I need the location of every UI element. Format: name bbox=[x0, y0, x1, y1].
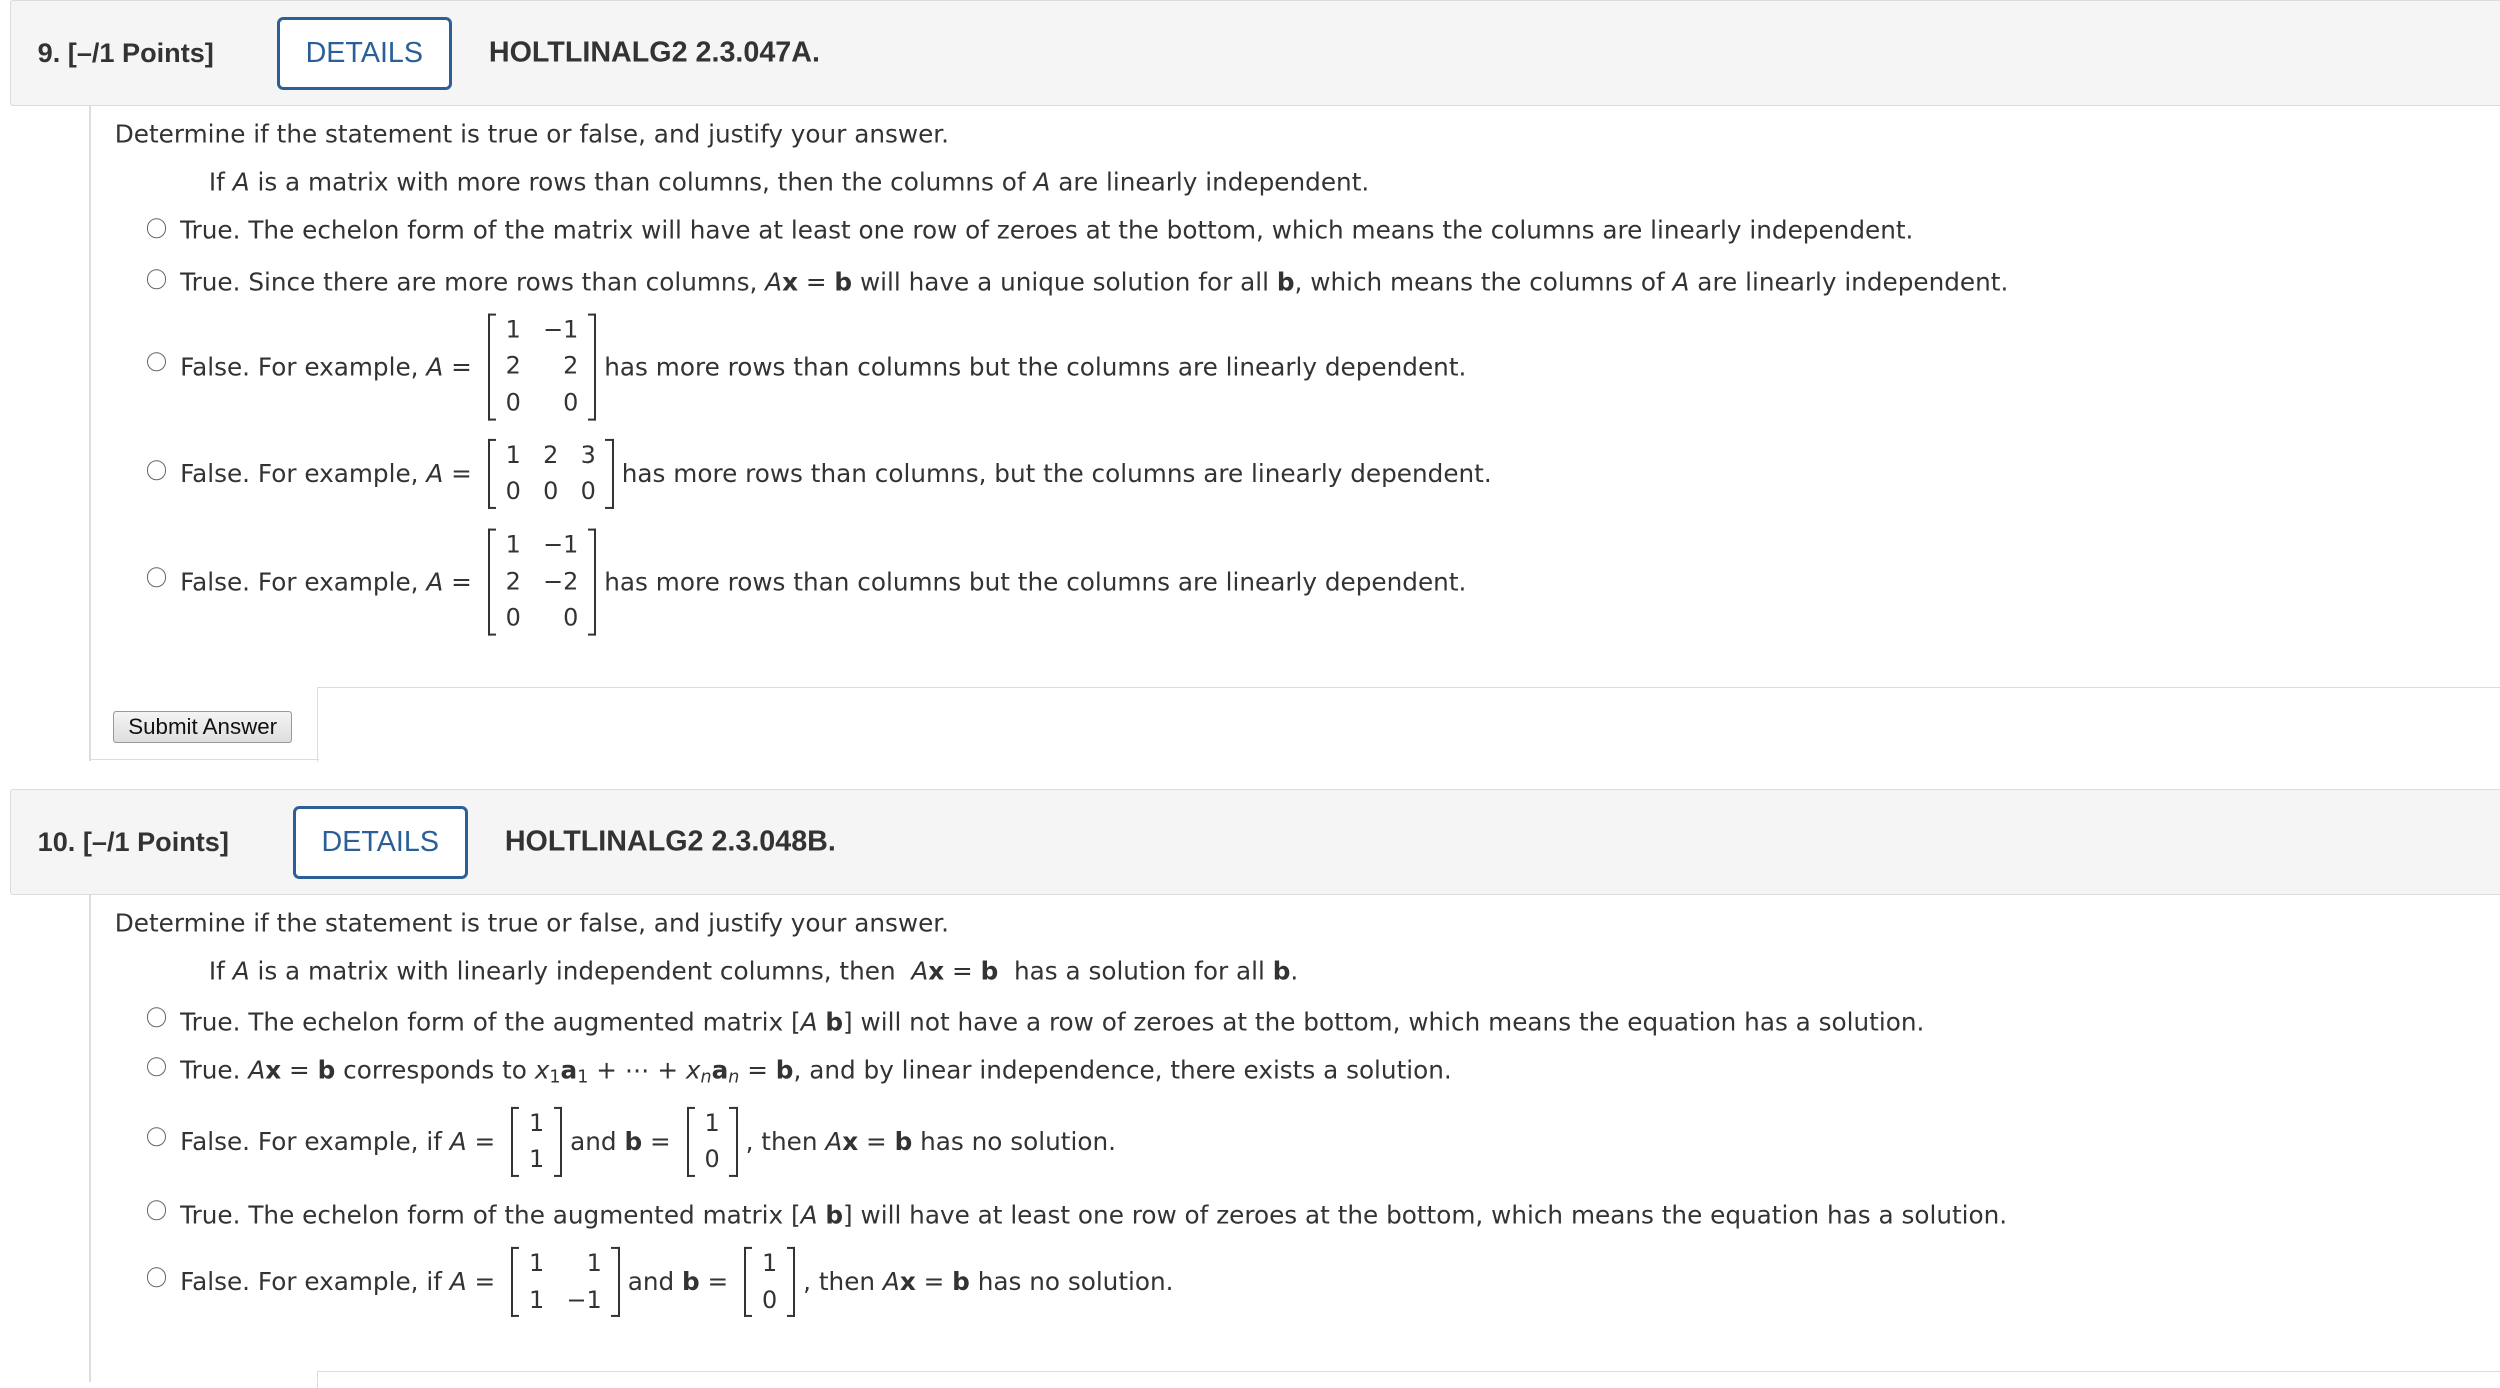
matrix-entry: 1 bbox=[529, 1285, 545, 1314]
text-segment: True. The echelon form of the augmented matrix [ bbox=[180, 1200, 801, 1230]
matrix bbox=[744, 1247, 795, 1317]
bold-vector: a bbox=[711, 1055, 729, 1085]
text-segment: = bbox=[944, 956, 981, 986]
question-number-points bbox=[38, 37, 214, 69]
points-label: [–/1 Points] bbox=[67, 36, 214, 68]
bold-vector: b bbox=[980, 956, 999, 986]
matrix bbox=[511, 1247, 620, 1317]
matrix bbox=[488, 313, 597, 420]
answer-radio[interactable] bbox=[147, 1267, 167, 1287]
matrix-entry: 1 bbox=[529, 1145, 545, 1174]
answer-radio[interactable] bbox=[147, 218, 167, 238]
matrix-cells bbox=[496, 313, 588, 420]
italic-symbol: A bbox=[825, 1127, 843, 1157]
matrix-cells bbox=[496, 529, 588, 636]
matrix-cells bbox=[752, 1247, 786, 1317]
matrix-cells bbox=[695, 1107, 729, 1177]
text-segment: True. Since there are more rows than columns, bbox=[180, 267, 766, 297]
italic-symbol: A bbox=[232, 956, 250, 986]
text-segment: . bbox=[1290, 956, 1299, 986]
text-segment: is a matrix with linearly independent columns, then bbox=[249, 956, 912, 986]
matrix-entry: 1 bbox=[704, 1108, 720, 1137]
matrix bbox=[511, 1107, 562, 1177]
matrix-entry: 1 bbox=[529, 1248, 545, 1277]
text-segment: , which means the columns of bbox=[1294, 267, 1673, 297]
text-segment: and bbox=[627, 1267, 683, 1297]
matrix-entry: 0 bbox=[505, 477, 521, 506]
subscript: 1 bbox=[549, 1067, 561, 1088]
text-segment: are linearly independent. bbox=[1050, 167, 1370, 197]
details-button[interactable]: DETAILS bbox=[277, 17, 452, 90]
submit-area-frame bbox=[317, 687, 2500, 761]
text-segment: are linearly independent. bbox=[1689, 267, 2009, 297]
bold-vector: b bbox=[952, 1267, 970, 1297]
answer-radio[interactable] bbox=[147, 352, 167, 372]
matrix-entry: 2 bbox=[563, 351, 579, 380]
question-prompt: Determine if the statement is true or false, and justify your answer. bbox=[114, 908, 950, 938]
italic-symbol: x bbox=[534, 1055, 550, 1085]
bold-vector: x bbox=[842, 1127, 859, 1157]
question-9-left-border bbox=[89, 105, 91, 760]
matrix-cells bbox=[519, 1247, 611, 1317]
answer-radio[interactable] bbox=[147, 1200, 167, 1220]
question-10-left-border bbox=[89, 894, 91, 1382]
answer-option-label[interactable] bbox=[180, 313, 1466, 420]
text-segment: = bbox=[466, 1127, 504, 1157]
answer-option-label[interactable] bbox=[180, 1200, 2007, 1229]
matrix-entry: −2 bbox=[543, 567, 579, 596]
matrix-entry: 2 bbox=[543, 440, 559, 469]
matrix-entry: 0 bbox=[580, 477, 596, 506]
question-statement bbox=[209, 956, 1298, 985]
italic-symbol: A bbox=[882, 1267, 900, 1297]
bold-vector: x bbox=[782, 267, 799, 297]
text-segment: ] will have at least one row of zeroes at the bottom, which means the equation has a solution. bbox=[843, 1200, 2008, 1230]
italic-symbol: A bbox=[1672, 267, 1690, 297]
matrix-entry: 1 bbox=[505, 440, 521, 469]
italic-symbol: A bbox=[800, 1007, 818, 1037]
matrix bbox=[488, 529, 597, 636]
answer-option-label[interactable] bbox=[180, 1008, 1924, 1037]
matrix bbox=[488, 438, 614, 508]
matrix-entry: 0 bbox=[563, 388, 579, 417]
left-bracket bbox=[488, 438, 496, 508]
answer-radio[interactable] bbox=[147, 461, 167, 481]
text-segment: has no solution. bbox=[912, 1127, 1116, 1157]
text-segment bbox=[818, 1008, 826, 1037]
bold-vector: x bbox=[899, 1267, 916, 1297]
left-bracket bbox=[488, 529, 496, 636]
text-segment: = bbox=[858, 1127, 895, 1157]
matrix-entry: 0 bbox=[704, 1145, 720, 1174]
bold-vector: b bbox=[1272, 956, 1291, 986]
italic-symbol: A bbox=[426, 459, 444, 489]
text-segment: + ⋯ + bbox=[588, 1055, 686, 1085]
bold-vector: b bbox=[682, 1267, 700, 1297]
subscript: n bbox=[728, 1067, 740, 1088]
question-statement bbox=[209, 167, 1369, 196]
right-bracket bbox=[588, 313, 596, 420]
bold-vector: x bbox=[928, 956, 945, 986]
question-9-header bbox=[10, 0, 2500, 106]
answer-option-label[interactable] bbox=[180, 438, 1492, 508]
answer-option-label[interactable] bbox=[180, 529, 1466, 636]
matrix-entry: 0 bbox=[505, 603, 521, 632]
matrix-cells bbox=[519, 1107, 553, 1177]
answer-radio[interactable] bbox=[147, 567, 167, 587]
text-segment: and bbox=[570, 1127, 625, 1157]
text-segment: has more rows than columns but the columns are linearly dependent. bbox=[604, 352, 1467, 382]
text-segment: = bbox=[443, 352, 480, 382]
bold-vector: b bbox=[317, 1055, 336, 1085]
matrix-entry: 3 bbox=[580, 440, 596, 469]
bold-vector: b bbox=[624, 1127, 643, 1157]
left-bracket bbox=[511, 1107, 519, 1177]
text-segment: has a solution for all bbox=[998, 956, 1273, 986]
text-segment: has more rows than columns but the columns are linearly dependent. bbox=[604, 567, 1467, 597]
right-bracket bbox=[554, 1107, 562, 1177]
text-segment: = bbox=[466, 1267, 504, 1297]
text-segment: , then bbox=[803, 1267, 883, 1297]
question-code: HOLTLINALG2 2.3.048B. bbox=[504, 825, 836, 858]
matrix-entry: −1 bbox=[566, 1285, 602, 1314]
italic-symbol: A bbox=[248, 1055, 266, 1085]
text-segment: True. bbox=[180, 1055, 249, 1085]
matrix-entry: 0 bbox=[505, 388, 521, 417]
left-bracket bbox=[511, 1247, 519, 1317]
answer-radio[interactable] bbox=[147, 269, 167, 289]
italic-symbol: A bbox=[232, 167, 250, 197]
bold-vector: b bbox=[1276, 267, 1295, 297]
matrix-entry: 0 bbox=[563, 603, 579, 632]
italic-symbol: A bbox=[426, 567, 444, 597]
details-button[interactable]: DETAILS bbox=[293, 806, 468, 879]
right-bracket bbox=[605, 438, 613, 508]
right-bracket bbox=[588, 529, 596, 636]
matrix-entry: 1 bbox=[762, 1248, 778, 1277]
bold-vector: b bbox=[825, 1200, 844, 1230]
answer-option-label[interactable] bbox=[180, 215, 1913, 244]
right-bracket bbox=[787, 1247, 795, 1317]
text-segment: If bbox=[208, 167, 233, 197]
text-segment: will have a unique solution for all bbox=[852, 267, 1277, 297]
italic-symbol: A bbox=[1033, 167, 1051, 197]
answer-radio[interactable] bbox=[147, 1057, 167, 1077]
text-segment: = bbox=[642, 1127, 679, 1157]
text-segment bbox=[818, 1200, 826, 1229]
text-segment: = bbox=[798, 267, 835, 297]
question-prompt: Determine if the statement is true or false, and justify your answer. bbox=[114, 119, 950, 149]
bold-vector: a bbox=[560, 1055, 578, 1085]
matrix-entry: 0 bbox=[543, 477, 559, 506]
text-segment: If bbox=[208, 956, 233, 986]
matrix-entry: 1 bbox=[529, 1108, 545, 1137]
left-bracket bbox=[744, 1247, 752, 1317]
subscript: n bbox=[700, 1067, 712, 1088]
question-number: 10. bbox=[37, 826, 76, 858]
italic-symbol: A bbox=[911, 956, 929, 986]
question-number-points bbox=[38, 826, 229, 858]
right-bracket bbox=[729, 1107, 737, 1177]
text-segment: False. For example, if bbox=[180, 1127, 450, 1157]
answer-option-label[interactable] bbox=[180, 1247, 1173, 1317]
text-segment: = bbox=[739, 1055, 776, 1085]
matrix-entry: 2 bbox=[505, 351, 521, 380]
text-segment: has no solution. bbox=[969, 1267, 1174, 1297]
italic-symbol: A bbox=[765, 267, 783, 297]
text-segment: False. For example, bbox=[180, 567, 427, 597]
question-number: 9. bbox=[37, 36, 61, 68]
bold-vector: b bbox=[825, 1007, 844, 1037]
bold-vector: b bbox=[834, 267, 853, 297]
text-segment: , then bbox=[745, 1127, 826, 1157]
text-segment: False. For example, bbox=[180, 459, 427, 489]
text-segment: = bbox=[443, 567, 480, 597]
italic-symbol: A bbox=[800, 1200, 818, 1230]
left-bracket bbox=[488, 313, 496, 420]
bold-vector: b bbox=[775, 1055, 794, 1085]
answer-option-label[interactable] bbox=[180, 1107, 1116, 1177]
matrix-entry: 1 bbox=[586, 1248, 602, 1277]
italic-symbol: A bbox=[426, 352, 444, 382]
submit-answer-button[interactable]: Submit Answer bbox=[113, 711, 292, 743]
text-segment: is a matrix with more rows than columns, then the columns of bbox=[249, 167, 1034, 197]
matrix-entry: 1 bbox=[505, 315, 521, 344]
matrix-cells bbox=[496, 438, 605, 508]
answer-option-label[interactable] bbox=[180, 1055, 1452, 1088]
text-segment: = bbox=[443, 459, 480, 489]
text-segment: ] will not have a row of zeroes at the bottom, which means the equation has a solution. bbox=[843, 1007, 1925, 1037]
matrix-entry: 2 bbox=[505, 567, 521, 596]
text-segment: has more rows than columns, but the columns are linearly dependent. bbox=[621, 459, 1492, 489]
matrix bbox=[687, 1107, 738, 1177]
text-segment: corresponds to bbox=[335, 1055, 535, 1085]
subscript: 1 bbox=[577, 1067, 589, 1088]
points-label: [–/1 Points] bbox=[82, 826, 229, 858]
right-bracket bbox=[611, 1247, 619, 1317]
text-segment: , and by linear independence, there exists a solution. bbox=[793, 1055, 1452, 1085]
matrix-entry: −1 bbox=[543, 530, 579, 559]
answer-radio[interactable] bbox=[147, 1007, 167, 1027]
italic-symbol: A bbox=[449, 1127, 467, 1157]
matrix-entry: −1 bbox=[543, 315, 579, 344]
bold-vector: b bbox=[894, 1127, 913, 1157]
question-10-header bbox=[10, 789, 2500, 895]
left-bracket bbox=[687, 1107, 695, 1177]
submit-area-bottom bbox=[89, 759, 319, 762]
italic-symbol: x bbox=[685, 1055, 701, 1085]
matrix-entry: 1 bbox=[505, 530, 521, 559]
text-segment: = bbox=[281, 1055, 318, 1085]
bold-vector: x bbox=[265, 1055, 282, 1085]
text-segment: True. The echelon form of the augmented matrix [ bbox=[180, 1007, 801, 1037]
text-segment: = bbox=[915, 1267, 953, 1297]
text-segment: True. The echelon form of the matrix will have at least one row of zeroes at the bottom, which means the columns are linearly independent. bbox=[180, 215, 1914, 245]
text-segment: False. For example, if bbox=[180, 1267, 450, 1297]
submit-area-frame bbox=[317, 1371, 2500, 1388]
text-segment: False. For example, bbox=[180, 352, 427, 382]
italic-symbol: A bbox=[449, 1267, 467, 1297]
question-code: HOLTLINALG2 2.3.047A. bbox=[488, 36, 820, 69]
matrix-entry: 0 bbox=[762, 1285, 778, 1314]
text-segment: = bbox=[699, 1267, 737, 1297]
answer-radio[interactable] bbox=[147, 1127, 167, 1147]
answer-option-label[interactable] bbox=[180, 268, 2008, 297]
